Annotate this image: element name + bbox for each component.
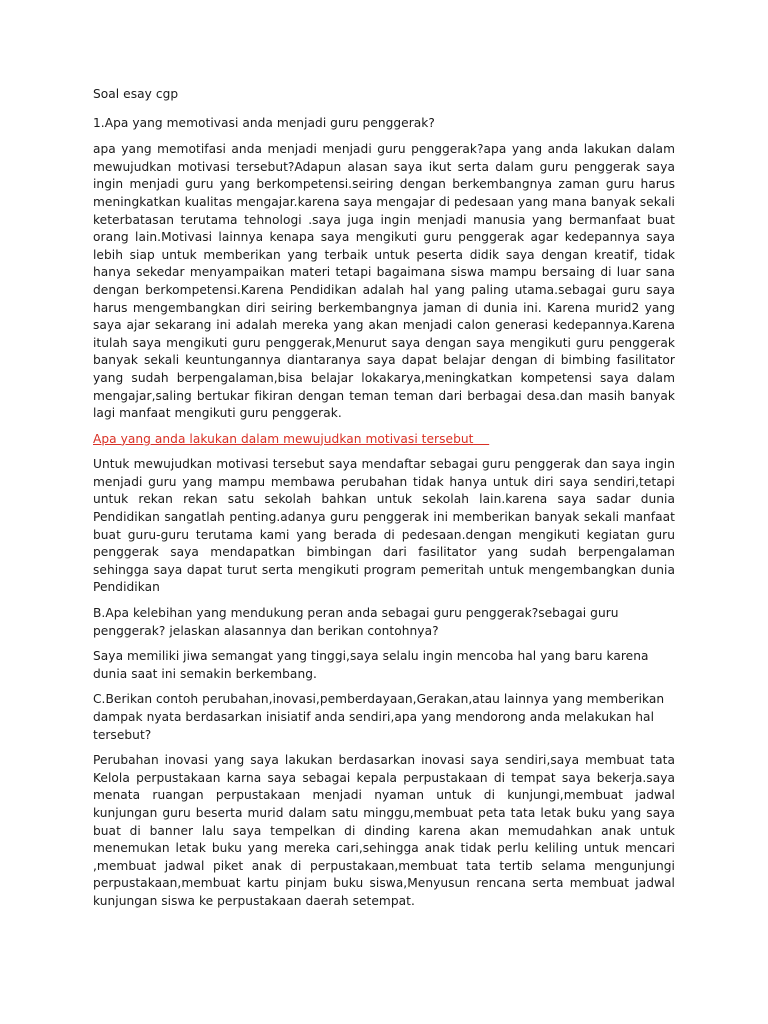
question-2: B.Apa kelebihan yang mendukung peran anda sebagai guru penggerak?sebagai guru penggerak? jelaskan alasannya dan berikan contohnya? xyxy=(93,606,619,638)
question-3: C.Berikan contoh perubahan,inovasi,pemberdayaan,Gerakan,atau lainnya yang memberikan dampak nyata berdasarkan inisiatif anda sendiri,apa yang mendorong anda melakukan hal tersebut? xyxy=(93,692,665,742)
answer-2: Saya memiliki jiwa semangat yang tinggi,saya selalu ingin mencoba hal yang baru karena dunia saat ini semakin berkembang. xyxy=(93,649,649,681)
question-1: 1.Apa yang memotivasi anda menjadi guru penggerak? xyxy=(93,115,435,130)
answer-3: Perubahan inovasi yang saya lakukan berdasarkan inovasi saya sendiri,saya membuat tata Kelola perpustakaan karna saya sebagai kepala perpustakaan di tempat saya bekerja.saya menata ruangan perpustakaan menjadi nyaman untuk di kunjungi,membuat jadwal kunjungan guru beserta murid dalam satu minggu,membuat peta tata letak buku yang saya buat di banner lalu saya tempelkan di dinding karena akan memudahkan anak untuk menemukan letak buku yang mereka cari,sehingga anak tidak perlu keliling untuk mencari ,membuat jadwal piket anak di perpustakaan,membuat tata tertib selama mengunjungi perpustakaan,membuat kartu pinjam buku siswa,Menyusun rencana serta membuat jadwal kunjungan siswa ke perpustakaan daerah setempat. xyxy=(93,753,675,908)
subheading-trailing-underline xyxy=(473,432,489,446)
answer-1: apa yang memotifasi anda menjadi menjadi guru penggerak?apa yang anda lakukan dalam mewujudkan motivasi tersebut?Adapun alasan saya ikut serta dalam guru penggerak saya ingin menjadi guru yang berkompetensi.seiring dengan berkembangnya zaman guru harus meningkatkan kualitas mengajar.karena saya mengajar di pedesaan yang mana banyak sekali keterbatasan terutama tehnologi .saya juga ingin menjadi manusia yang bermanfaat buat orang lain.Motivasi lainnya kenapa saya mengikuti guru penggerak agar kedepannya saya lebih siap untuk memberikan yang terbaik untuk peserta didik saya dengan kreatif, tidak hanya sekedar menyampaikan materi tetapi bagaimana siswa mampu bersaing di luar sana dengan berkompetensi.Karena Pendidikan adalah hal yang paling utama.sebagai guru saya harus mengembangkan diri seiring berkembangnya jaman di dunia ini. Karena murid2 yang saya ajar sekarang ini adalah mereka yang akan menjadi calon generasi kedepannya.Karena itulah saya mengikuti guru penggerak,Menurut saya dengan saya mengikuti guru penggerak banyak sekali keuntungannya diantaranya saya dapat belajar dengan di bimbing fasilitator yang sudah berpengalaman,bisa belajar lokakarya,meningkatkan kompetensi saya dalam mengajar,saling bertukar fikiran dengan teman teman dari berbagai desa.dan masih banyak lagi manfaat mengikuti guru penggerak. xyxy=(93,142,675,421)
document-page xyxy=(93,86,675,919)
subheading-text: Apa yang anda lakukan dalam mewujudkan motivasi tersebut xyxy=(93,431,474,446)
document-title: Soal esay cgp xyxy=(93,87,179,101)
answer-1b: Untuk mewujudkan motivasi tersebut saya mendaftar sebagai guru penggerak dan saya ingin menjadi guru yang mampu membawa perubahan tidak hanya untuk diri saya sendiri,tetapi untuk rekan rekan satu sekolah bahkan untuk sekolah lain.karena saya sadar dunia Pendidikan sangatlah penting.adanya guru penggerak ini memberikan banyak sekali manfaat buat guru-guru terutama kami yang berada di pedesaan.dengan mengikuti kegiatan guru penggerak saya mendapatkan bimbingan dari fasilitator yang sudah berpengalaman sehingga saya dapat turut serta mengikuti program pemeritah untuk mengembangkan dunia Pendidikan xyxy=(93,457,675,595)
subheading-red xyxy=(93,431,675,449)
